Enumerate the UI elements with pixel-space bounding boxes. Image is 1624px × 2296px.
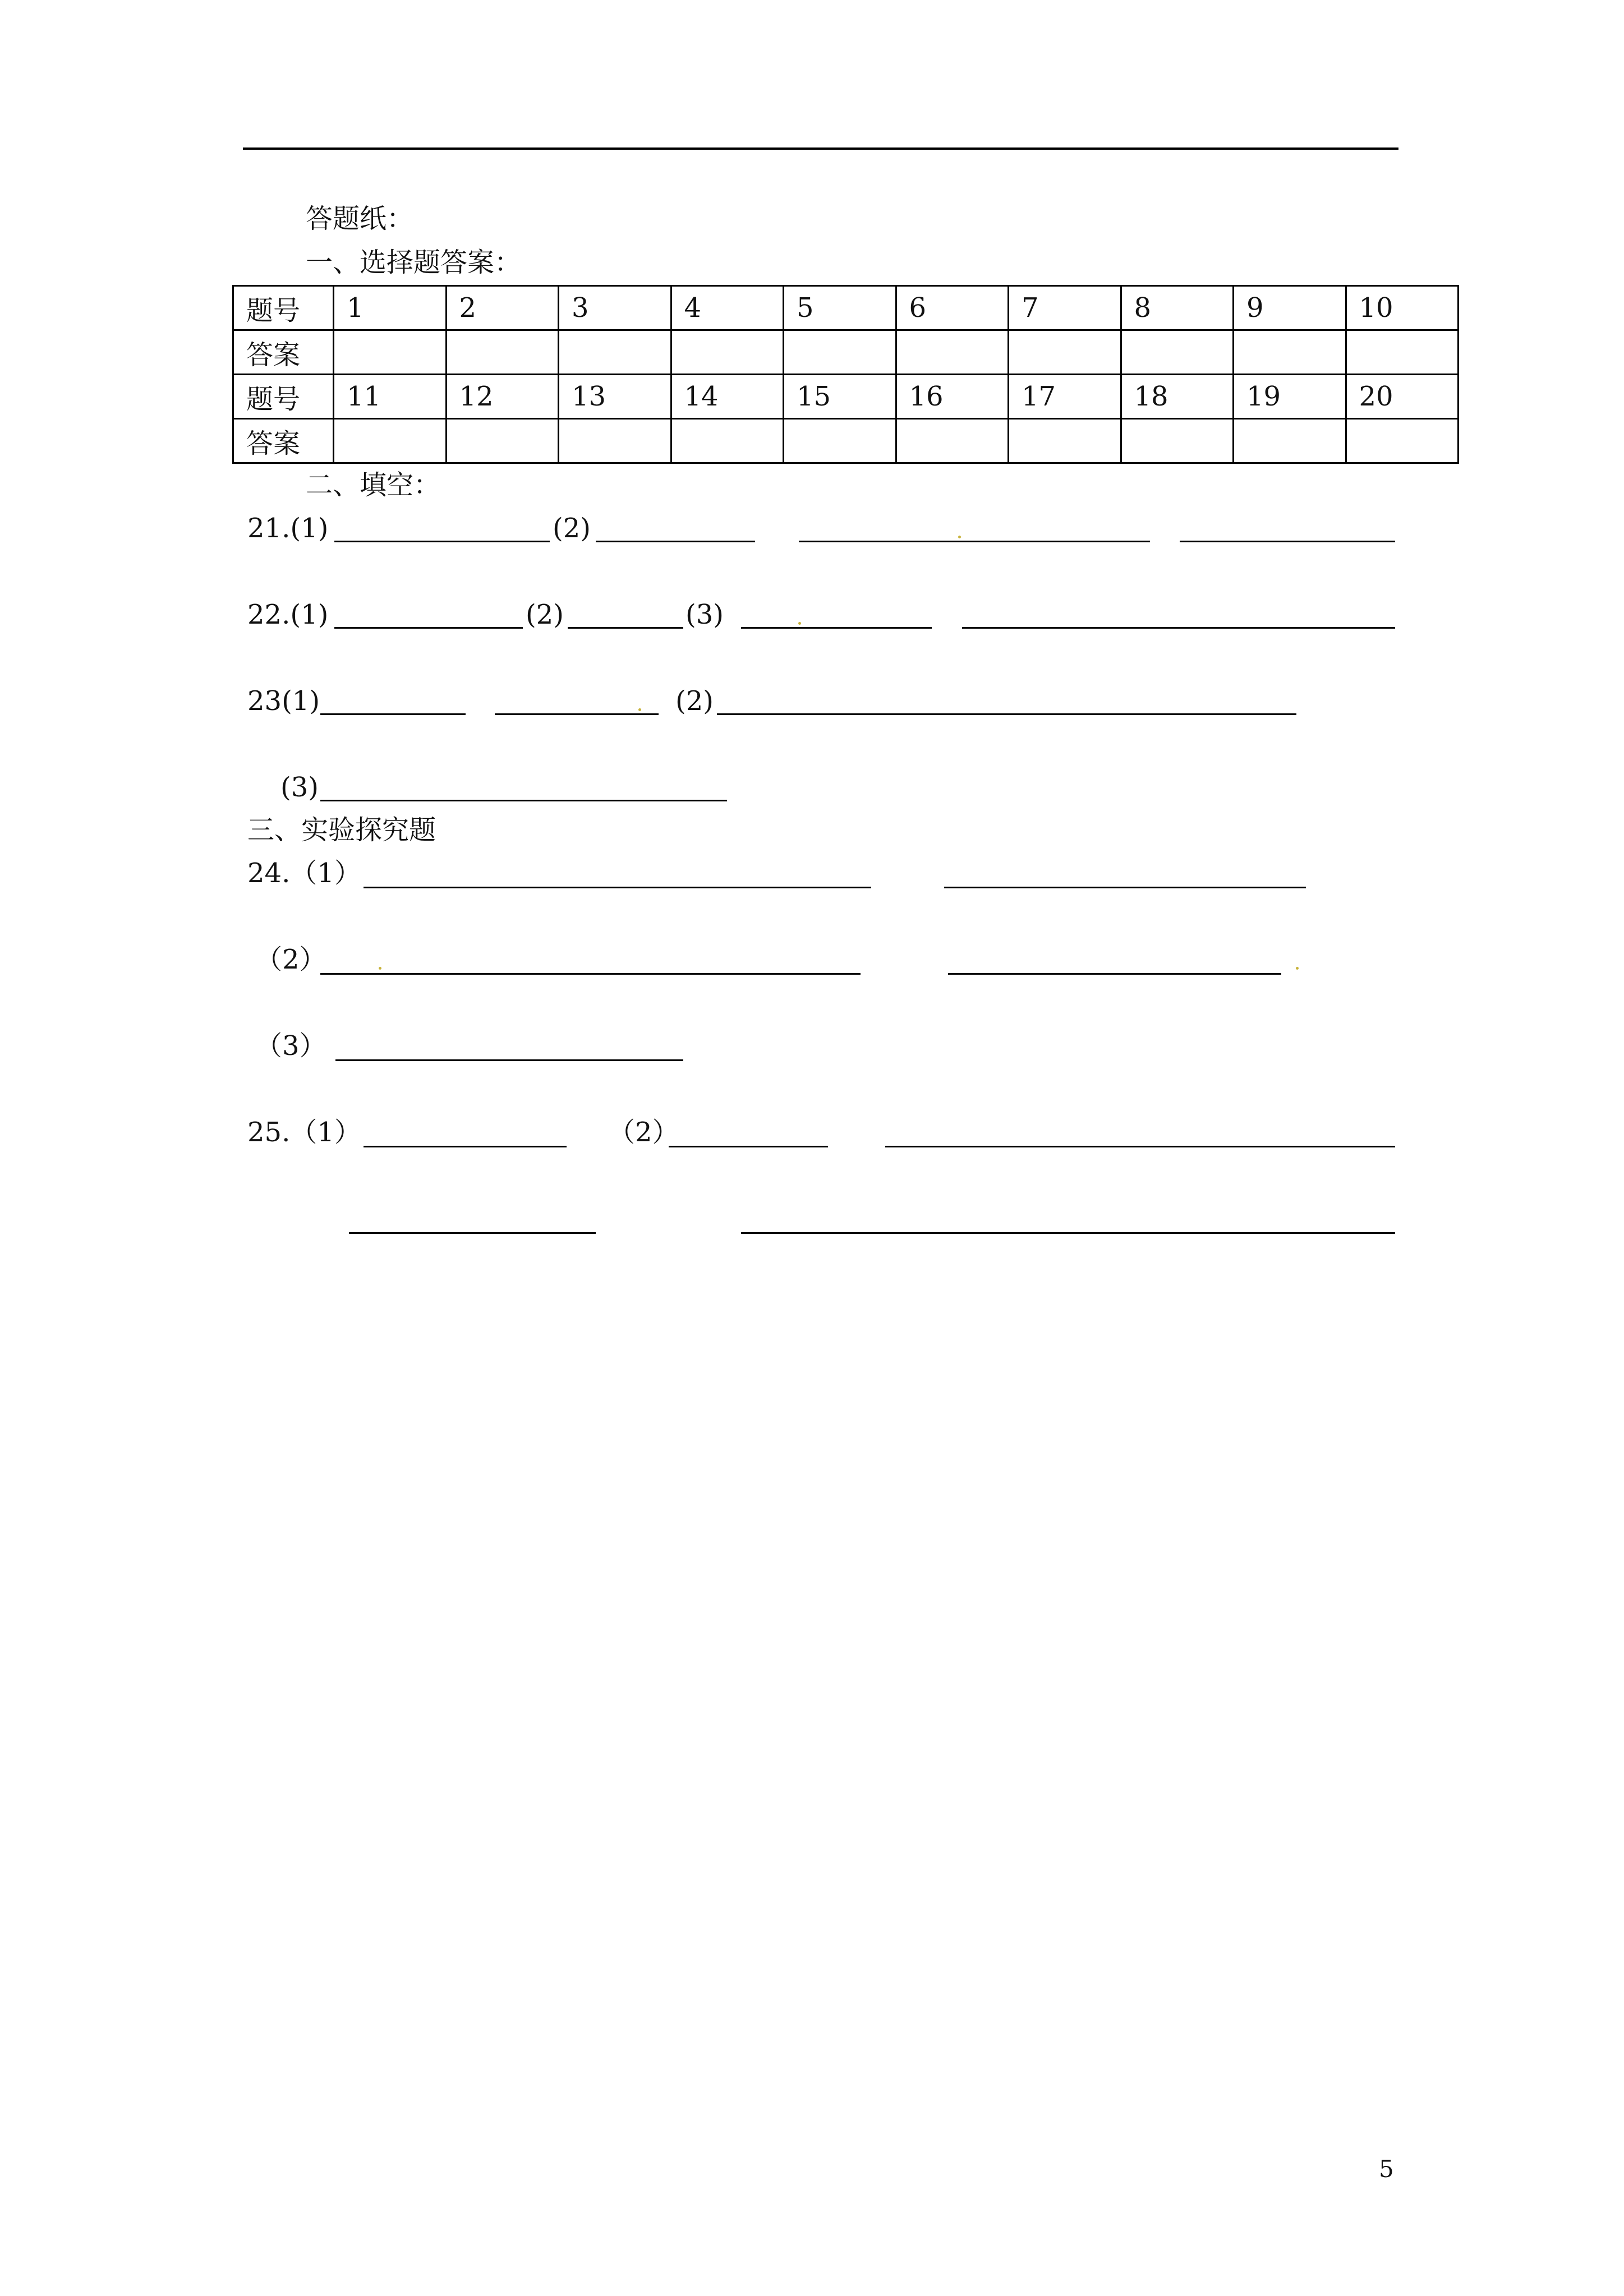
- answer-blank[interactable]: [320, 973, 861, 975]
- question-number-cell: 14: [671, 375, 784, 419]
- question-22-number: [247, 598, 328, 631]
- answer-blank[interactable]: [320, 713, 466, 715]
- question-number: 24.: [247, 857, 291, 889]
- answer-blank[interactable]: [962, 627, 1395, 629]
- answer-blank[interactable]: [948, 973, 1281, 975]
- question-number-cell: 16: [896, 375, 1009, 419]
- part-label: (3): [686, 599, 724, 630]
- answer-blank[interactable]: [944, 887, 1306, 888]
- part-label: (2): [553, 513, 591, 544]
- row-label: 答案: [233, 419, 334, 463]
- row-label: 题号: [233, 286, 334, 330]
- section2-title: 二、填空：: [306, 469, 441, 501]
- question-number-cell: 17: [1009, 375, 1121, 419]
- question-number: 22.: [247, 599, 291, 630]
- speck-mark: [638, 708, 641, 711]
- question-number-cell: 19: [1234, 375, 1346, 419]
- question-number-cell: 10: [1346, 286, 1459, 330]
- answer-cell[interactable]: [446, 419, 559, 463]
- answer-blank[interactable]: [799, 541, 1150, 542]
- part-label: （2）: [255, 944, 326, 975]
- question-number-cell: 6: [896, 286, 1009, 330]
- answer-blank[interactable]: [335, 1059, 683, 1061]
- answer-blank[interactable]: [1180, 541, 1395, 542]
- table-row: [233, 330, 1459, 375]
- answer-cell[interactable]: [334, 419, 447, 463]
- section1-title: 一、选择题答案：: [306, 247, 522, 278]
- answer-cell[interactable]: [1346, 330, 1459, 375]
- question-number-cell: 9: [1234, 286, 1346, 330]
- answer-blank[interactable]: [364, 887, 871, 888]
- answer-blank[interactable]: [334, 627, 523, 629]
- sheet-title: 答题纸：: [306, 203, 414, 234]
- part-label: (3): [280, 772, 319, 803]
- part-label: （1）: [290, 857, 361, 889]
- row-label: 答案: [233, 330, 334, 375]
- answer-cell[interactable]: [784, 330, 896, 375]
- question-24-number: [247, 856, 361, 890]
- part-label: （2）: [608, 1117, 679, 1148]
- answer-cell[interactable]: [896, 330, 1009, 375]
- part-label: (1): [290, 599, 329, 630]
- question-number-cell: 2: [446, 286, 559, 330]
- question-23-number: [247, 684, 320, 718]
- question-25-number: [247, 1115, 361, 1149]
- question-number-cell: 4: [671, 286, 784, 330]
- answer-cell[interactable]: [559, 419, 671, 463]
- part-label: (1): [290, 513, 329, 544]
- question-21-number: [247, 511, 328, 545]
- speck-mark: [958, 536, 961, 538]
- page-number: 5: [1379, 2155, 1394, 2183]
- answer-blank[interactable]: [741, 627, 932, 629]
- answer-blank[interactable]: [885, 1146, 1395, 1147]
- answer-blank[interactable]: [717, 713, 1296, 715]
- question-number-cell: 18: [1121, 375, 1234, 419]
- part-label: (2): [675, 685, 714, 717]
- answer-cell[interactable]: [1234, 330, 1346, 375]
- answer-cell[interactable]: [1009, 330, 1121, 375]
- answer-cell[interactable]: [671, 419, 784, 463]
- question-number-cell: 8: [1121, 286, 1234, 330]
- question-number-cell: 13: [559, 375, 671, 419]
- answer-cell[interactable]: [559, 330, 671, 375]
- answer-cell[interactable]: [671, 330, 784, 375]
- question-number-cell: 3: [559, 286, 671, 330]
- question-number-cell: 1: [334, 286, 447, 330]
- question-number: 23: [247, 685, 282, 717]
- answer-cell[interactable]: [896, 419, 1009, 463]
- question-number-cell: 11: [334, 375, 447, 419]
- answer-blank[interactable]: [349, 1232, 596, 1234]
- table-row: [233, 419, 1459, 463]
- answer-cell[interactable]: [1234, 419, 1346, 463]
- speck-mark: [798, 622, 801, 625]
- answer-blank[interactable]: [568, 627, 683, 629]
- answer-cell[interactable]: [1121, 419, 1234, 463]
- section3-title: 三、实验探究题: [247, 814, 436, 846]
- question-number: 21.: [247, 513, 291, 544]
- answer-cell[interactable]: [334, 330, 447, 375]
- question-number-cell: 12: [446, 375, 559, 419]
- part-label: (2): [526, 599, 564, 630]
- answer-blank[interactable]: [741, 1232, 1395, 1234]
- question-number-cell: 7: [1009, 286, 1121, 330]
- answer-cell[interactable]: [446, 330, 559, 375]
- answer-blank[interactable]: [669, 1146, 828, 1147]
- part-label: （1）: [290, 1117, 361, 1148]
- question-number: 25.: [247, 1117, 291, 1148]
- table-row: [233, 286, 1459, 330]
- speck-mark: [379, 967, 381, 970]
- answer-cell[interactable]: [1346, 419, 1459, 463]
- part-label: （3）: [255, 1030, 326, 1062]
- table-row: [233, 375, 1459, 419]
- answer-blank[interactable]: [364, 1146, 567, 1147]
- answer-blank[interactable]: [495, 713, 659, 715]
- speck-mark: [1296, 967, 1299, 970]
- header-rule: [243, 147, 1398, 150]
- answer-cell[interactable]: [1121, 330, 1234, 375]
- answer-blank[interactable]: [334, 541, 550, 542]
- part-label: (1): [282, 685, 320, 717]
- question-number-cell: 5: [784, 286, 896, 330]
- question-number-cell: 20: [1346, 375, 1459, 419]
- question-number-cell: 15: [784, 375, 896, 419]
- answer-cell[interactable]: [784, 419, 896, 463]
- answer-blank[interactable]: [596, 541, 755, 542]
- answer-blank[interactable]: [320, 800, 727, 801]
- answer-table: [232, 285, 1459, 464]
- answer-cell[interactable]: [1009, 419, 1121, 463]
- row-label: 题号: [233, 375, 334, 419]
